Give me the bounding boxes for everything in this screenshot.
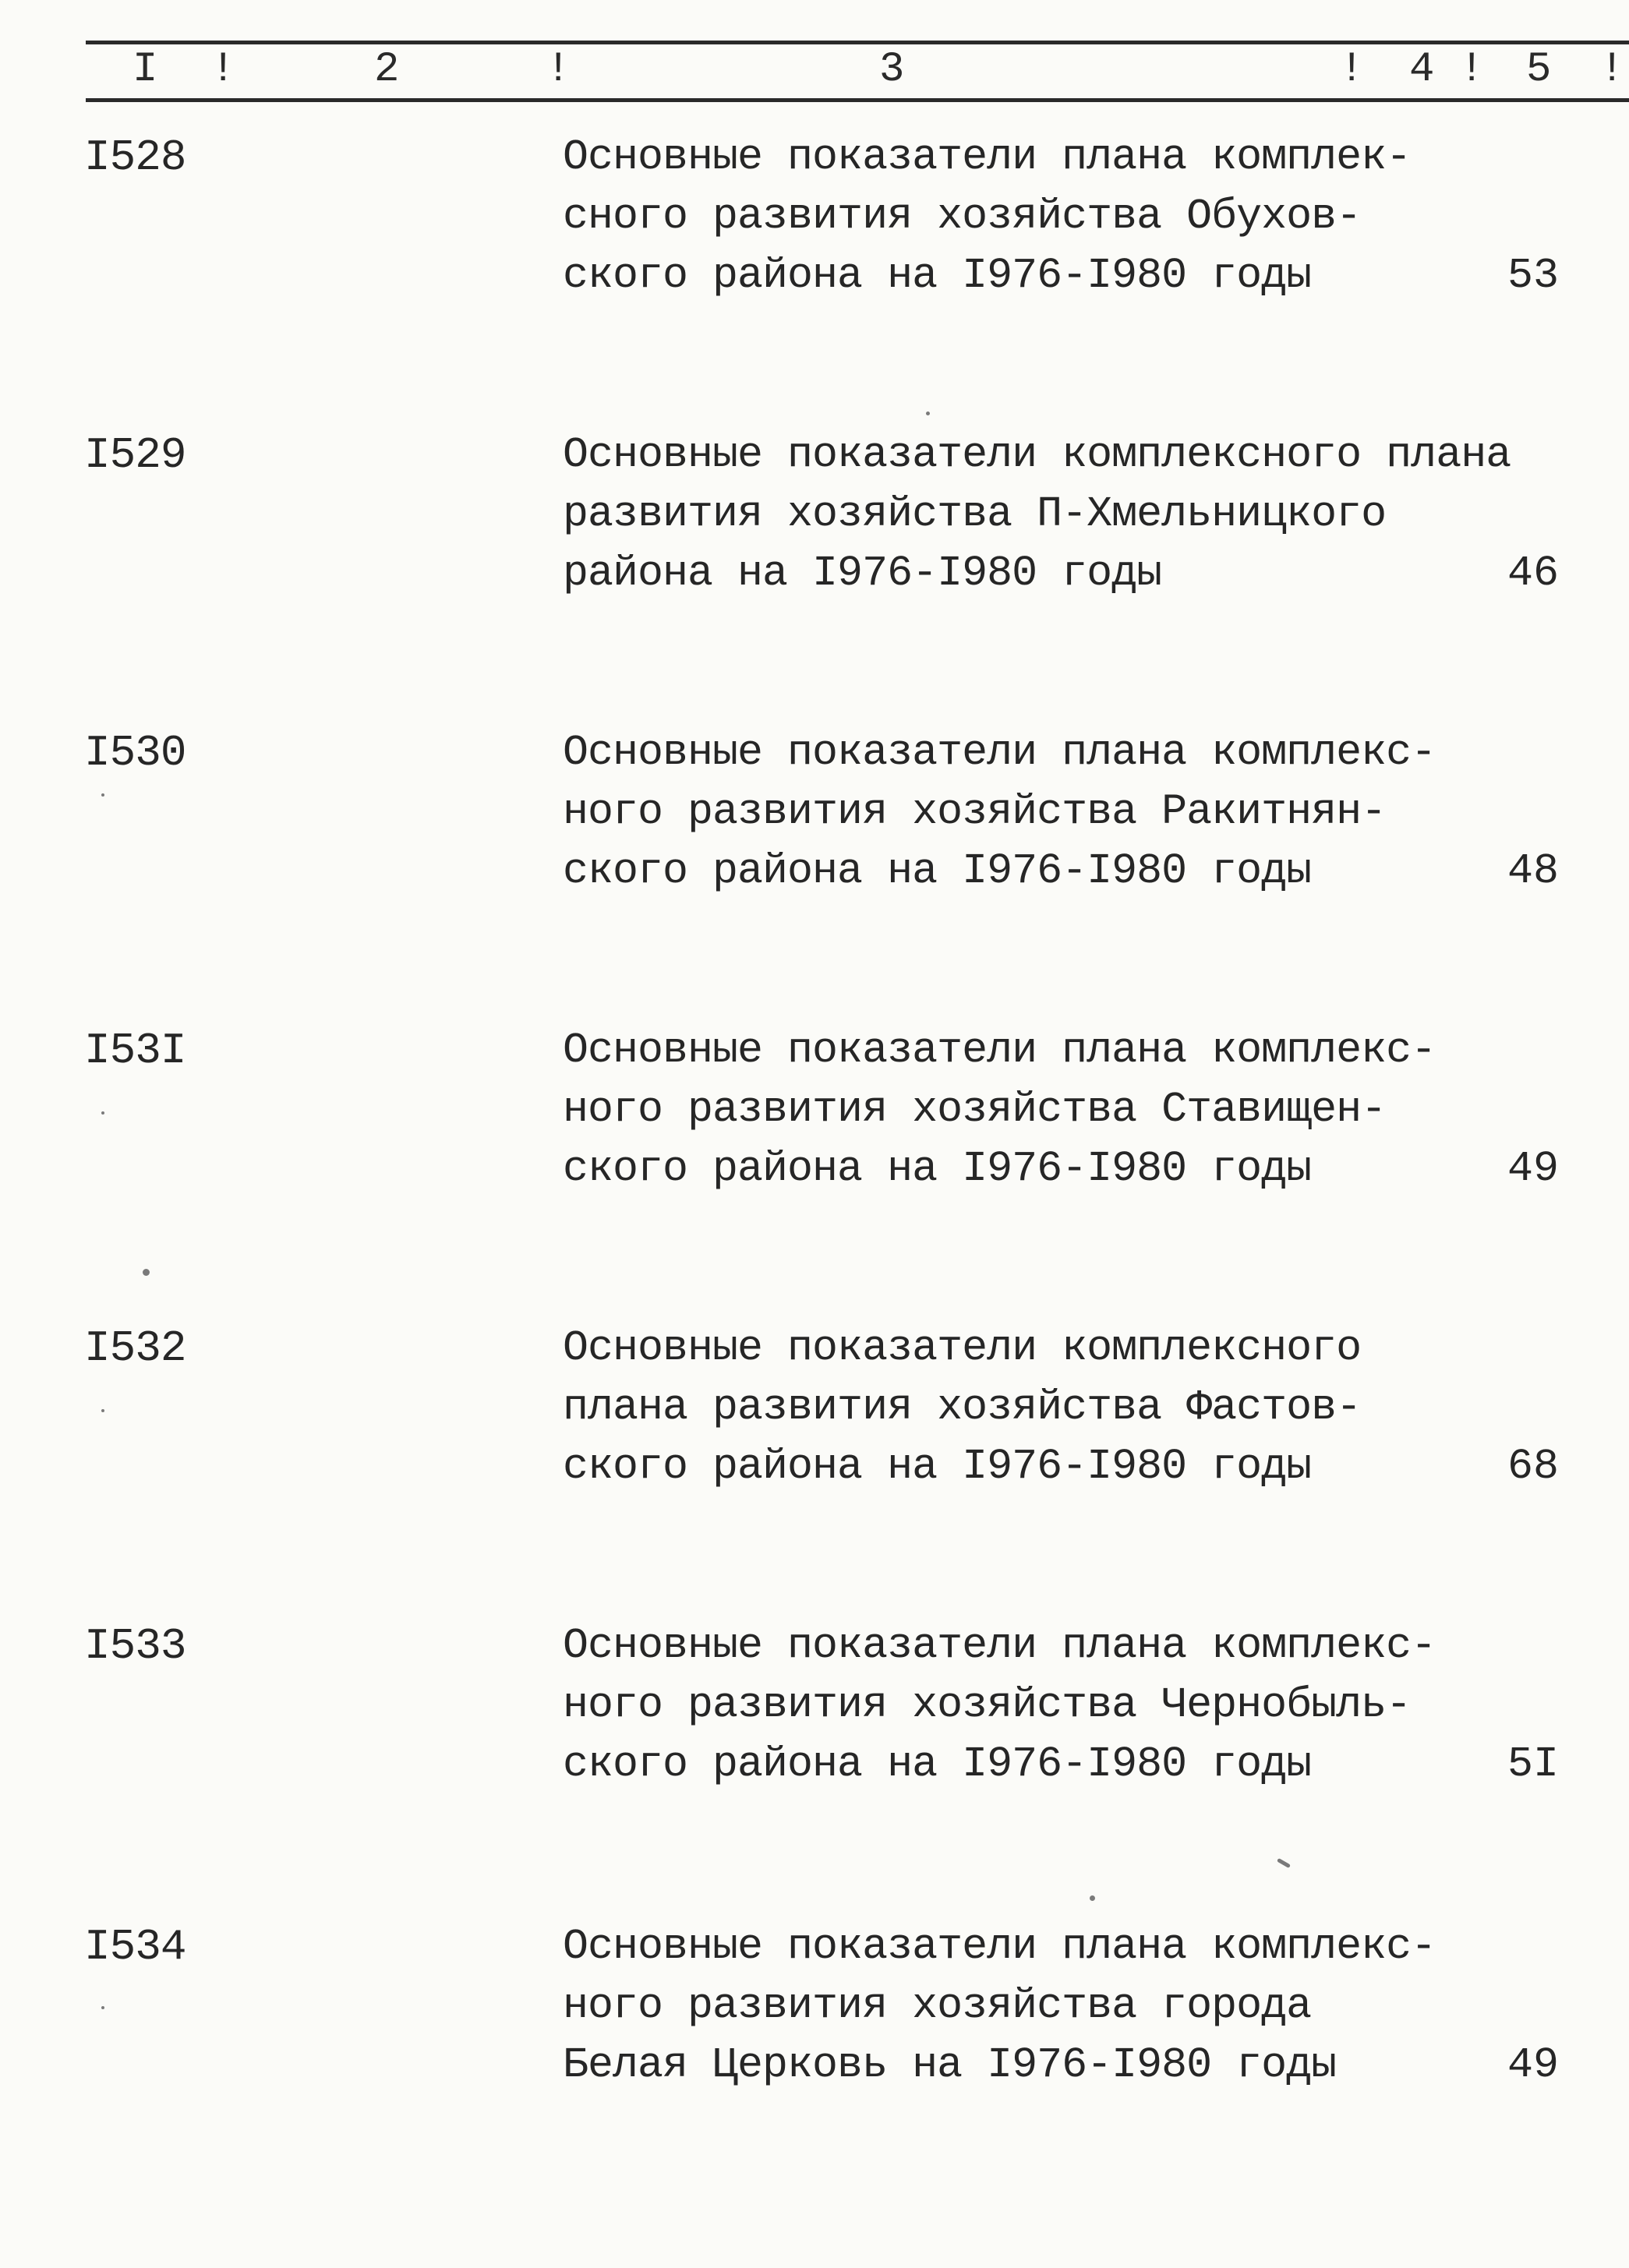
entry-sheet-count: 68 (1507, 1442, 1559, 1491)
description-line: Основные показатели комплексного (563, 1323, 1362, 1372)
description-line: района на I976-I980 годы (563, 549, 1162, 598)
entry-number: I532 (84, 1323, 186, 1373)
entry-description (563, 723, 1506, 901)
description-line: Основные показатели плана комплек- (563, 132, 1412, 182)
entry-description (563, 1021, 1506, 1199)
description-line: Белая Церковь на I976-I980 годы (563, 2040, 1337, 2090)
scan-speck (101, 1409, 104, 1412)
scan-speck (101, 1111, 104, 1115)
description-line: сного развития хозяйства Обухов- (563, 192, 1362, 241)
inventory-entry (0, 1021, 1629, 1224)
scan-speck (926, 412, 930, 415)
scan-speck (1277, 1858, 1291, 1868)
inventory-entry (0, 723, 1629, 926)
inventory-entry (0, 1319, 1629, 1521)
description-line: ного развития хозяйства Ракитнян- (563, 787, 1387, 836)
header-separator: ! (210, 46, 236, 94)
description-line: ского района на I976-I980 годы (563, 846, 1312, 896)
entry-number: I53I (84, 1026, 186, 1076)
header-bottom-rule (86, 98, 1629, 102)
entry-sheet-count: 48 (1507, 846, 1559, 896)
scan-speck (143, 1269, 150, 1276)
description-line: плана развития хозяйства Фастов- (563, 1383, 1362, 1432)
description-line: ного развития хозяйства Чернобыль- (563, 1680, 1412, 1729)
header-col-2: 2 (374, 46, 400, 94)
header-col-3: 3 (879, 46, 905, 94)
entry-number: I534 (84, 1922, 186, 1972)
header-separator: ! (546, 46, 571, 94)
entry-description (563, 128, 1506, 306)
description-line: Основные показатели плана комплекс- (563, 1621, 1436, 1670)
entry-number: I530 (84, 728, 186, 778)
header-top-rule (86, 41, 1629, 44)
header-separator: ! (1599, 46, 1625, 94)
entry-description (563, 426, 1511, 603)
description-line: ского района на I976-I980 годы (563, 1144, 1312, 1193)
entry-number: I529 (84, 430, 186, 480)
entry-description (563, 1616, 1506, 1794)
description-line: Основные показатели комплексного плана (563, 430, 1511, 479)
scan-speck (1090, 1895, 1095, 1901)
inventory-entry (0, 426, 1629, 628)
header-separator: ! (1459, 46, 1485, 94)
entry-description (563, 1917, 1506, 2095)
header-col-4: 4 (1409, 46, 1435, 94)
header-col-5: 5 (1526, 46, 1552, 94)
description-line: Основные показатели плана комплекс- (563, 728, 1436, 777)
header-col-1: I (133, 46, 158, 94)
description-line: ного развития хозяйства города (563, 1981, 1312, 2030)
inventory-entry (0, 1616, 1629, 1819)
description-line: развития хозяйства П-Хмельницкого (563, 489, 1387, 539)
description-line: Основные показатели плана комплекс- (563, 1026, 1436, 1075)
entry-sheet-count: 49 (1507, 2040, 1559, 2090)
entry-sheet-count: 46 (1507, 549, 1559, 598)
description-line: Основные показатели плана комплекс- (563, 1922, 1436, 1971)
entry-number: I533 (84, 1621, 186, 1671)
inventory-entry (0, 128, 1629, 330)
entry-sheet-count: 53 (1507, 251, 1559, 300)
entry-sheet-count: 5I (1507, 1740, 1559, 1789)
scan-speck (101, 793, 104, 797)
entry-description (563, 1319, 1506, 1496)
header-separator: ! (1339, 46, 1365, 94)
description-line: ского района на I976-I980 годы (563, 1442, 1312, 1491)
entry-sheet-count: 49 (1507, 1144, 1559, 1193)
description-line: ского района на I976-I980 годы (563, 251, 1312, 300)
scan-speck (101, 2006, 104, 2009)
description-line: ного развития хозяйства Ставищен- (563, 1085, 1387, 1134)
entry-number: I528 (84, 132, 186, 182)
description-line: ского района на I976-I980 годы (563, 1740, 1312, 1789)
inventory-entry (0, 1917, 1629, 2120)
